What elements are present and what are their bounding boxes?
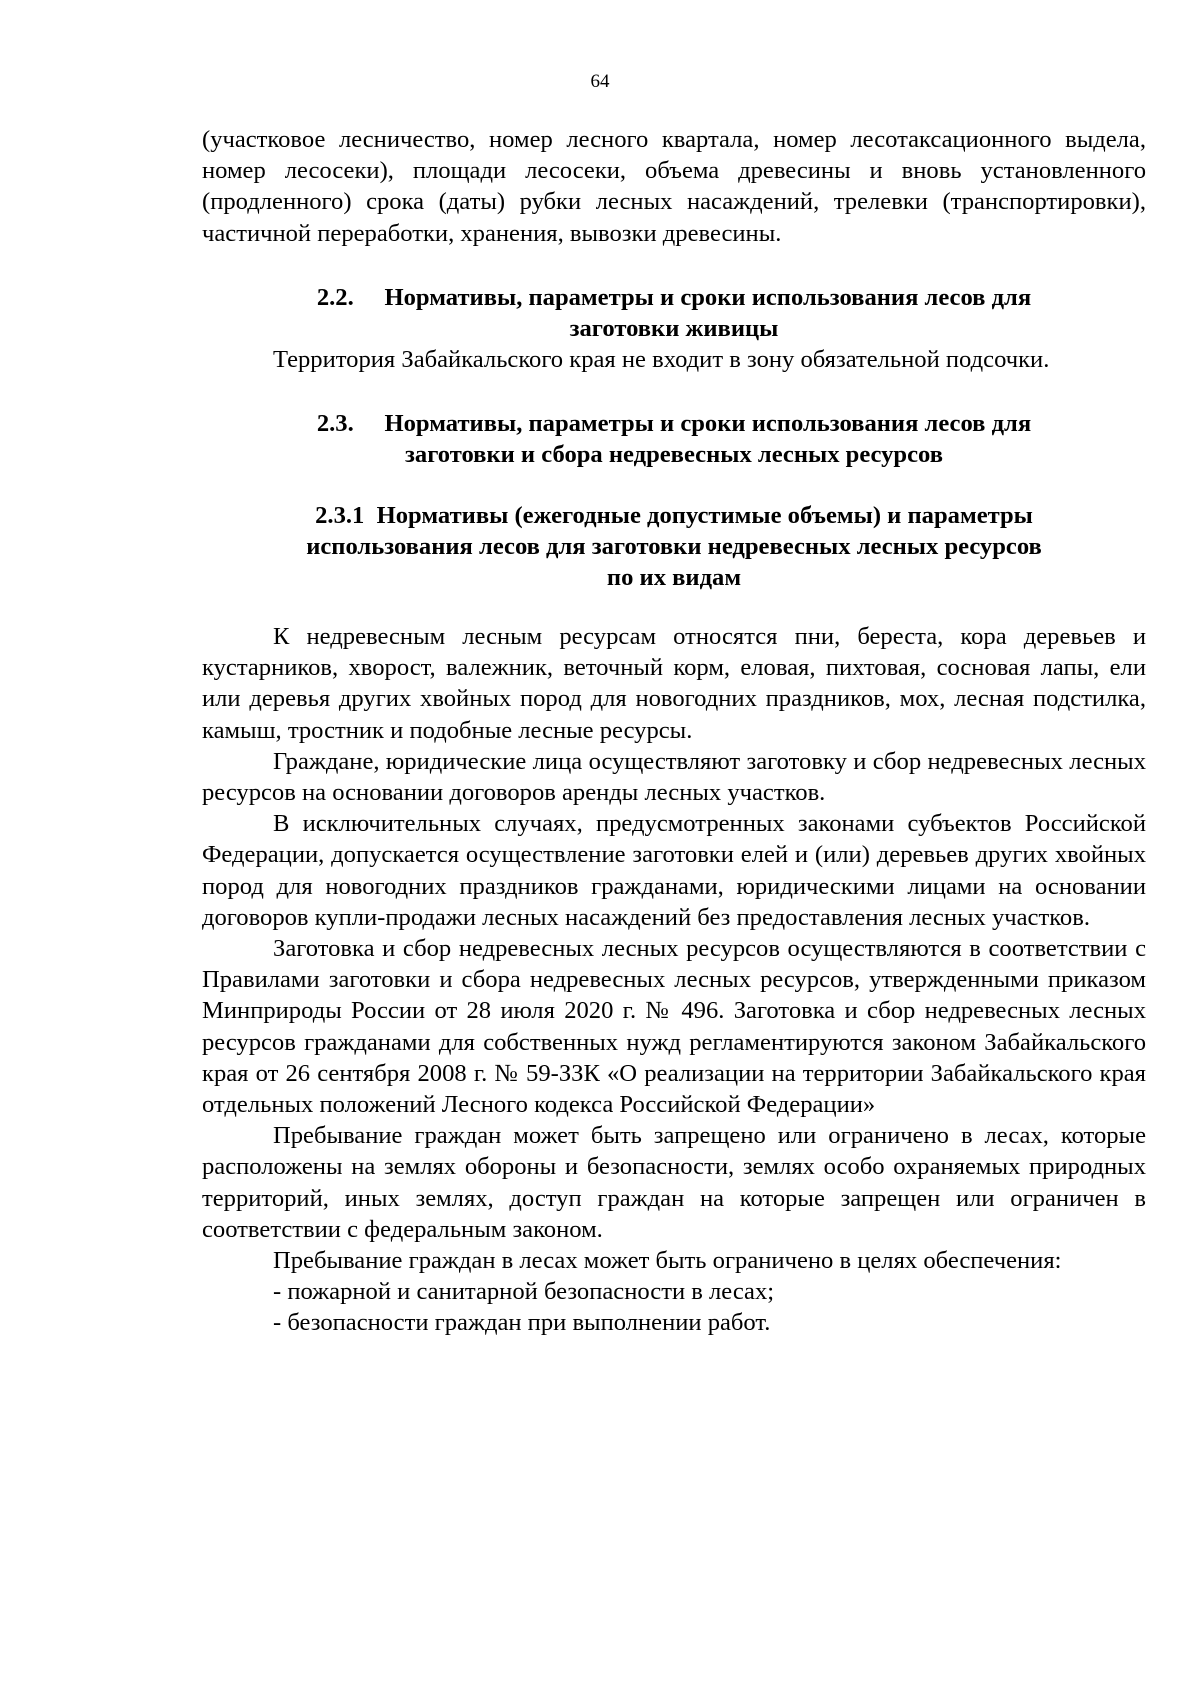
section-number: 2.3.1: [315, 502, 365, 530]
heading-text: Нормативы, параметры и сроки использования лесов для: [384, 283, 1032, 311]
heading-text: Нормативы (ежегодные допустимые объемы) и параметры: [376, 502, 1033, 530]
heading-line: [202, 500, 1146, 531]
heading-line: заготовки и сбора недревесных лесных ресурсов: [405, 441, 943, 469]
heading-line: [202, 282, 1146, 313]
section-heading-2-2: [202, 282, 1146, 344]
heading-line: [202, 408, 1146, 439]
page-number: 64: [590, 71, 610, 92]
section-number: 2.3.: [316, 410, 354, 438]
heading-line: использования лесов для заготовки недревесных лесных ресурсов: [306, 533, 1042, 561]
heading-text: Нормативы, параметры и сроки использования лесов для: [384, 410, 1032, 438]
page-content: [202, 124, 1146, 1339]
list-item: - безопасности граждан при выполнении работ.: [273, 1309, 771, 1337]
section-number: 2.2.: [316, 283, 354, 311]
heading-line: по их видам: [606, 564, 742, 592]
section-2-2-text: Территория Забайкальского края не входит в зону обязательной подсочки.: [273, 345, 1050, 373]
body-paragraph: Заготовка и сбор недревесных лесных ресурсов осуществляются в соответствии с Правилами заготовки и сбора недревесных лесных ресурсов, утвержденными приказом Минприроды России от 28 июля 2020 г. № 496. Заготовка и сбор недревесных лесных ресурсов гражданами для собственных нужд регламентируются законом Забайкальского края от 26 сентября 2008 г. № 59-ЗЗК «О реализации на территории Забайкальского края отдельных положений Лесного кодекса Российской Федерации»: [202, 935, 1146, 1119]
heading-line: заготовки живицы: [569, 314, 779, 342]
section-heading-2-3-1: [202, 500, 1146, 593]
body-paragraph: Пребывание граждан в лесах может быть ограничено в целях обеспечения:: [273, 1247, 1062, 1275]
list-item: - пожарной и санитарной безопасности в лесах;: [273, 1278, 775, 1306]
body-paragraph: Пребывание граждан может быть запрещено или ограничено в лесах, которые расположены на землях обороны и безопасности, землях особо охраняемых природных территорий, иных землях, доступ граждан на которые запрещен или ограничен в соответствии с федеральным законом.: [202, 1122, 1146, 1243]
body-paragraph: К недревесным лесным ресурсам относятся пни, береста, кора деревьев и кустарников, хворост, валежник, веточный корм, еловая, пихтовая, сосновая лапы, ели или деревья других хвойных пород для новогодних праздников, мох, лесная подстилка, камыш, тростник и подобные лесные ресурсы.: [202, 623, 1146, 744]
section-heading-2-3: [202, 408, 1146, 470]
body-paragraph: Граждане, юридические лица осуществляют заготовку и сбор недревесных лесных ресурсов на основании договоров аренды лесных участков.: [202, 747, 1146, 807]
intro-paragraph: (участковое лесничество, номер лесного квартала, номер лесотаксационного выдела, номер лесосеки), площади лесосеки, объема древесины и вновь установленного (продленного) срока (даты) рубки лесных насаждений, трелевки (транспортировки), частичной переработки, хранения, вывозки древесины.: [202, 126, 1146, 247]
body-paragraph: В исключительных случаях, предусмотренных законами субъектов Российской Федерации, допускается осуществление заготовки елей и (или) деревьев других хвойных пород для новогодних праздников гражданами, юридическими лицами на основании договоров купли-продажи лесных насаждений без предоставления лесных участков.: [202, 810, 1146, 931]
